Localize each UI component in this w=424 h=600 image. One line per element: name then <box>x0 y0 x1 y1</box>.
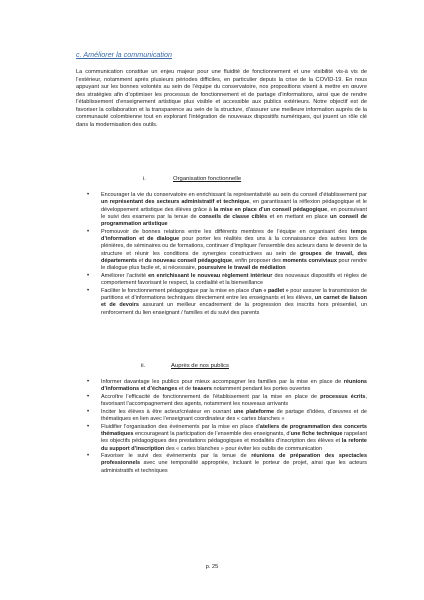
bullet-text: Accroître l’efficacité de fonctionnement de l’établissement par la mise en place de <box>101 393 321 400</box>
bullet-text: pour rendre le dialogue plus facile et, si nécessaire, <box>101 257 367 272</box>
publics-bullet-list <box>101 379 367 475</box>
subsection-organisation-heading <box>143 176 241 184</box>
bullet-emphasis: un carnet de liaison et de devoirs <box>101 295 367 309</box>
bullet-emphasis: temps d’information et de dialogue <box>101 228 367 243</box>
bullet-text: , enfin proposer des <box>232 257 283 264</box>
bullet-text: , en poursuivant le suivi des examens par la tenue de <box>101 206 367 220</box>
bullet-text: de partage d’idées, d’œuvres et de thématiques en lien avec l’enseignant coordinateur des « cartes blanches » <box>101 408 367 423</box>
bullet-text: des « cartes blanches » pour éviter les oublis de communication <box>164 445 323 452</box>
subsection-label: Organisation fonctionnelle <box>173 176 242 182</box>
bullet-emphasis: une plateforme <box>233 408 275 415</box>
bullet-emphasis: du nouveau conseil pédagogique <box>144 257 233 264</box>
bullet-item <box>101 379 367 394</box>
bullet-text: pour assurer la transmission de partitions et d’informations techniques directement entre les enseignants et les élèves, <box>101 287 367 302</box>
intro-paragraph: La communication constitue un enjeu majeur pour une fluidité de fonctionnement et une visibilité vis-à vis de l’extérieur, notamment après plusieurs périodes difficiles, en particulier depuis la crise de la COVID-19. En nous appuyant sur les bonnes volontés au sein de l’équipe du conservatoire, nos propositions visent à mettre en œuvre des stratégies afin d’optimiser les processus de fonctionnement et de partage d’informations, ainsi que de rendre l’établissement d’enseignement artistique plus visible et accessible aux publics extérieurs. Notre objectif est de favoriser la collaboration et la transparence au sein de la structure, d’assurer une meilleure information auprès de la communauté colombienne tout en explorant l’intégration de nouveaux dispositifs numériques, qui jouent un rôle clé dans la modernisation des outils. <box>76 69 367 128</box>
bullet-emphasis: teasers <box>192 386 212 393</box>
bullet-text: Faciliter le fonctionnement pédagogique par la mise en place d’ <box>101 287 256 294</box>
bullet-emphasis: la refonte du support d’inscription <box>101 438 367 452</box>
bullet-text: pour porter les réalités des uns à la connaissance des autres lors de plénières, de séminaires ou de formations, continuer d’impliquer l’ensemble des acteurs dans le devenir de la structure et réunir les conditions de synergies constructives au sein de <box>101 236 367 257</box>
bullet-text: Inciter les élèves à être acteur/créateur en ouvrant <box>101 408 234 415</box>
bullet-text: des nouveaux dispositifs et règles de comportement favorisant le respect, la cordialité et la bienveillance <box>101 272 367 287</box>
bullet-item <box>101 288 367 317</box>
bullet-emphasis: un « padlet » <box>255 287 289 294</box>
bullet-text: Favoriser le suivi des événements par la tenue de <box>101 453 252 460</box>
bullet-item <box>101 229 367 273</box>
bullet-emphasis: réunions de préparation des spectacles professionnels <box>101 453 367 467</box>
bullet-item <box>101 192 367 228</box>
bullet-text: Informer davantage les publics pour mieux accompagner les familles par la mise en place de <box>101 379 344 385</box>
bullet-emphasis: conseils de classe ciblés <box>199 213 268 220</box>
bullet-text: Promouvoir de bonnes relations entre les différents membres de l’équipe en organisant des <box>101 228 351 235</box>
bullet-text: rappelant les objectifs pédagogiques des prestations pédagogiques et modalités d’inscription des élèves et <box>101 430 367 445</box>
bullet-text: et en mettant en place <box>267 213 331 220</box>
bullet-emphasis: réunions d’informations et d’échanges <box>101 379 367 393</box>
subsection-number: i. <box>143 176 146 182</box>
bullet-emphasis: groupes de travail, des départements <box>101 250 367 264</box>
bullet-text: notamment pendant les portes ouvertes <box>211 386 311 393</box>
subsection-publics-heading <box>141 363 229 371</box>
bullet-text: , en garantissant la réflexion pédagogique et le développement artistique des élèves grâce à <box>101 199 367 213</box>
bullet-emphasis: ateliers de programmation des concerts thématiques <box>101 423 367 437</box>
subsection-label: Auprès de nos publics <box>171 363 229 369</box>
bullet-text: assurant un meilleur encadrement de la progression des inscrits hors présentiel, un renforcement du lien enseignant / familles et du suivi des parents <box>101 302 368 316</box>
bullet-text: , favorisant l’accompagnement des agents, notamment les nouveaux arrivants <box>101 393 367 408</box>
bullet-item <box>101 394 367 409</box>
bullet-text: avec une temporalité appropriée, incluant le porteur de projet, ainsi que les acteurs administratifs et techniques <box>101 460 367 474</box>
bullet-emphasis: processus écrits <box>320 393 366 400</box>
subsection-number: ii. <box>141 363 146 369</box>
bullet-emphasis: un conseil de programmation artistique <box>101 213 367 228</box>
bullet-item <box>101 424 367 453</box>
bullet-emphasis: moments conviviaux <box>282 257 337 264</box>
bullet-emphasis: un représentant des secteurs administratif et technique <box>101 199 250 206</box>
bullet-item <box>101 273 367 288</box>
bullet-item <box>101 453 367 475</box>
organisation-bullet-list <box>101 192 367 317</box>
bullet-text: Améliorer l’activité <box>101 272 149 279</box>
bullet-emphasis: une fiche technique <box>290 430 343 437</box>
bullet-emphasis: en enrichissant le nouveau règlement intérieur <box>148 272 273 279</box>
bullet-text: et de <box>177 386 193 393</box>
bullet-text: encourageant la participation de l’ensemble des enseignants, d’ <box>133 430 291 437</box>
bullet-text: et <box>137 257 145 264</box>
bullet-emphasis: la mise en place d’un conseil pédagogique <box>213 206 328 213</box>
bullet-item <box>101 409 367 424</box>
bullet-text: Encourager la vie du conservatoire en enrichissant la représentativité au sein du conseil d’établissement par <box>101 192 367 198</box>
page-number: p. 25 <box>205 564 219 570</box>
bullet-emphasis: poursuivre le travail de médiation <box>197 265 286 272</box>
section-heading: c. Améliorer la communication <box>76 50 172 59</box>
bullet-text: Fluidifier l’organisation des événements par la mise en place d’ <box>101 423 260 430</box>
